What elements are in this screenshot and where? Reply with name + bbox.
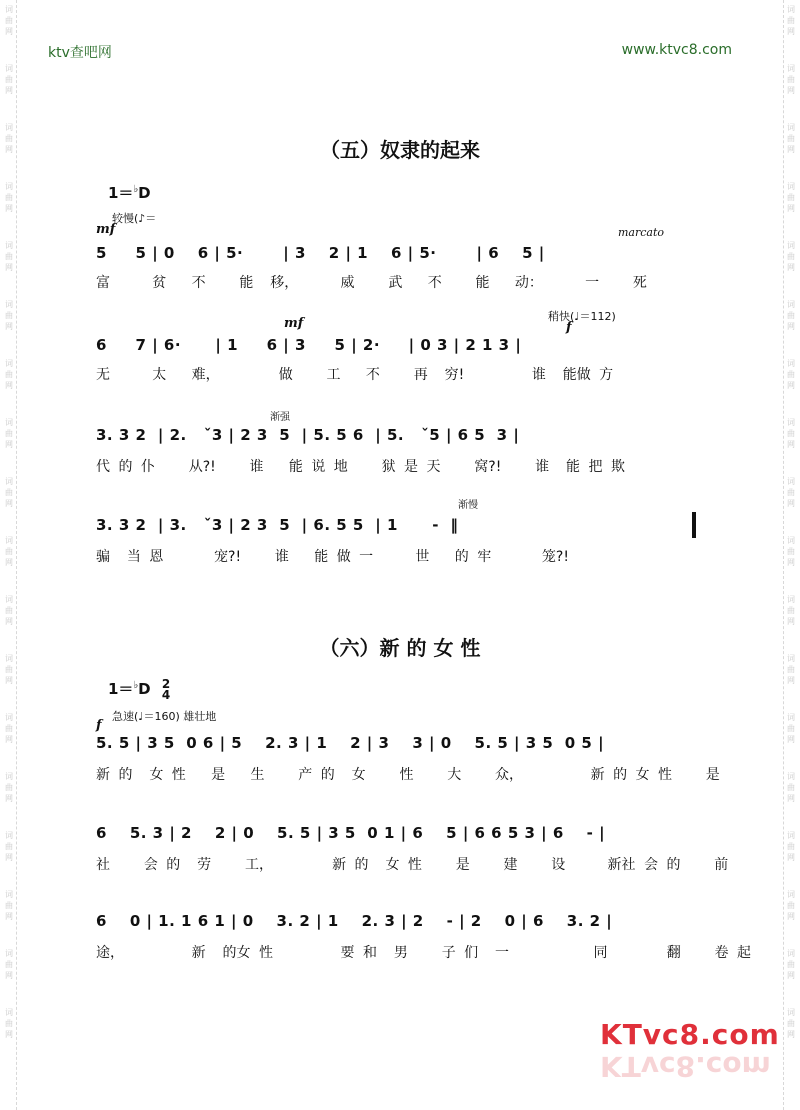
edge-watermark-char: 网 <box>5 86 13 95</box>
edge-watermark-char: 网 <box>787 853 795 862</box>
edge-watermark-char: 网 <box>5 853 13 862</box>
edge-watermark-char: 词 <box>787 300 795 309</box>
edge-watermark-group <box>787 358 795 391</box>
edge-watermark-char: 网 <box>787 440 795 449</box>
edge-watermark-char: 网 <box>5 499 13 508</box>
edge-watermark-char: 词 <box>5 949 13 958</box>
edge-watermark-char: 曲 <box>5 606 13 615</box>
edge-watermark-char: 网 <box>787 263 795 272</box>
edge-watermark-group <box>787 299 795 332</box>
edge-watermark-char: 曲 <box>787 1019 795 1028</box>
edge-watermark-char: 曲 <box>787 193 795 202</box>
edge-watermark-char: 曲 <box>5 1019 13 1028</box>
edge-watermark-char: 词 <box>787 890 795 899</box>
edge-watermark-char: 词 <box>5 477 13 486</box>
edge-watermark-char: 网 <box>787 558 795 567</box>
left-edge-watermark <box>2 0 17 1110</box>
edge-watermark-group <box>787 594 795 627</box>
edge-watermark-char: 曲 <box>787 960 795 969</box>
edge-watermark-char: 词 <box>787 1008 795 1017</box>
edge-watermark-group <box>787 712 795 745</box>
edge-watermark-group <box>5 181 13 214</box>
edge-watermark-char: 曲 <box>787 16 795 25</box>
edge-watermark-char: 网 <box>787 27 795 36</box>
song2-row1-notes: 5. 5 | 3 5 0 6 | 5 2. 3 | 1 2 | 3 3 | 0 5. 5 | 3 5 0 5 | <box>96 734 605 752</box>
edge-watermark-char: 网 <box>5 676 13 685</box>
edge-watermark-char: 曲 <box>5 252 13 261</box>
edge-watermark-group <box>5 1007 13 1040</box>
song1-row3-lyrics: 代 的 仆 从?! 谁 能 说 地 狱 是 天 窝?! 谁 能 把 欺 <box>96 459 625 475</box>
edge-watermark-char: 曲 <box>787 429 795 438</box>
edge-watermark-group <box>5 240 13 273</box>
song1-row2-lyrics: 无 太 难， 做 工 不 再 穷! 谁 能做 方 <box>96 367 614 383</box>
edge-watermark-char: 网 <box>5 617 13 626</box>
edge-watermark-char: 词 <box>5 654 13 663</box>
edge-watermark-group <box>5 4 13 37</box>
song2-key: 1＝♭D 2 4 <box>108 676 171 702</box>
edge-watermark-group <box>5 830 13 863</box>
edge-watermark-char: 网 <box>787 322 795 331</box>
edge-watermark-char: 曲 <box>5 193 13 202</box>
edge-watermark-char: 曲 <box>787 134 795 143</box>
song1-row1-notes: 5 5 | 0 6 | 5· | 3 2 | 1 6 | 5· | 6 5 | <box>96 244 545 262</box>
edge-watermark-char: 词 <box>787 949 795 958</box>
song1-marcato: marcato <box>618 226 665 239</box>
edge-watermark-char: 词 <box>787 536 795 545</box>
edge-watermark-char: 曲 <box>787 783 795 792</box>
edge-watermark-char: 曲 <box>5 16 13 25</box>
edge-watermark-char: 词 <box>787 123 795 132</box>
edge-watermark-char: 词 <box>787 654 795 663</box>
edge-watermark-char: 曲 <box>787 75 795 84</box>
song2-row1-lyrics: 新 的 女 性 是 生 产 的 女 性 大 众， 新 的 女 性 是 <box>96 767 720 783</box>
song2-row3-notes: 6 0 | 1. 1 6 1 | 0 3. 2 | 1 2. 3 | 2 - | 2 0 | 6 3. 2 | <box>96 912 613 930</box>
song2-time-signature: 2 4 <box>161 676 171 702</box>
edge-watermark-char: 网 <box>5 971 13 980</box>
edge-watermark-char: 网 <box>787 499 795 508</box>
song1-tempo: 较慢(♪＝ <box>112 212 157 225</box>
edge-watermark-char: 词 <box>5 359 13 368</box>
song1-row4-notes: 3. 3 2 | 3. ˇ3 | 2 3 5 | 6. 5 5 | 1 - ‖ <box>96 516 459 534</box>
edge-watermark-group <box>5 594 13 627</box>
edge-watermark-group <box>787 830 795 863</box>
ktvc8-logo[interactable]: KTvc8.com <box>600 1018 780 1051</box>
edge-watermark-char: 词 <box>5 890 13 899</box>
edge-watermark-char: 网 <box>787 794 795 803</box>
ktvc8-logo-reflection: KTvc8.com <box>600 1050 771 1083</box>
edge-watermark-char: 曲 <box>787 606 795 615</box>
edge-watermark-char: 网 <box>5 440 13 449</box>
edge-watermark-group <box>787 948 795 981</box>
edge-watermark-char: 网 <box>5 735 13 744</box>
edge-watermark-char: 词 <box>5 123 13 132</box>
edge-watermark-char: 网 <box>787 971 795 980</box>
edge-watermark-char: 词 <box>787 713 795 722</box>
song2-title: （六）新 的 女 性 <box>319 636 481 660</box>
edge-watermark-char: 曲 <box>787 842 795 851</box>
edge-watermark-char: 曲 <box>5 488 13 497</box>
song1-row2-mf: mf <box>284 316 304 331</box>
edge-watermark-char: 网 <box>787 617 795 626</box>
edge-watermark-char: 词 <box>787 772 795 781</box>
song2-row2-lyrics: 社 会 的 劳 工， 新 的 女 性 是 建 设 新社 会 的 前 <box>96 857 729 873</box>
song1-row2-tempo: 稍快(♩＝112) <box>548 310 616 323</box>
edge-watermark-char: 网 <box>5 27 13 36</box>
edge-watermark-char: 网 <box>5 558 13 567</box>
edge-watermark-char: 网 <box>5 204 13 213</box>
edge-watermark-group <box>5 889 13 922</box>
edge-watermark-char: 词 <box>787 595 795 604</box>
song1-row3-crescendo: 渐强 <box>270 412 290 423</box>
song1-row2-notes: 6 7 | 6· | 1 6 | 3 5 | 2· | 0 3 | 2 1 3 | <box>96 336 522 354</box>
edge-watermark-char: 曲 <box>5 901 13 910</box>
edge-watermark-group <box>5 948 13 981</box>
song2-tempo: 急速(♩＝160) 雄壮地 <box>112 710 217 723</box>
edge-watermark-char: 词 <box>5 300 13 309</box>
edge-watermark-char: 网 <box>5 263 13 272</box>
edge-watermark-char: 曲 <box>787 252 795 261</box>
edge-watermark-group <box>787 889 795 922</box>
edge-watermark-char: 网 <box>787 145 795 154</box>
edge-watermark-group <box>787 181 795 214</box>
song2-dynamic-f: f <box>96 718 102 733</box>
edge-watermark-char: 词 <box>5 241 13 250</box>
final-barline <box>692 512 696 538</box>
edge-watermark-char: 曲 <box>5 960 13 969</box>
edge-watermark-char: 网 <box>5 381 13 390</box>
song1-row4-lyrics: 骗 当 恩 宠?! 谁 能 做 一 世 的 牢 笼?! <box>96 549 569 565</box>
edge-watermark-char: 曲 <box>5 842 13 851</box>
edge-watermark-char: 词 <box>787 359 795 368</box>
edge-watermark-char: 曲 <box>5 311 13 320</box>
edge-watermark-group <box>787 63 795 96</box>
edge-watermark-char: 词 <box>5 1008 13 1017</box>
song1-key: 1＝♭D <box>108 184 151 202</box>
edge-watermark-group <box>5 535 13 568</box>
edge-watermark-char: 网 <box>787 204 795 213</box>
song1-row2-f: f <box>566 320 572 335</box>
edge-watermark-char: 词 <box>787 831 795 840</box>
edge-watermark-group <box>5 358 13 391</box>
edge-watermark-char: 词 <box>5 772 13 781</box>
right-edge-watermark <box>783 0 798 1110</box>
song2-row3-lyrics: 途， 新 的女 性 要 和 男 子 们 一 同 翻 卷 起 <box>96 945 751 961</box>
edge-watermark-char: 网 <box>5 912 13 921</box>
edge-watermark-group <box>5 712 13 745</box>
edge-watermark-char: 词 <box>5 831 13 840</box>
edge-watermark-char: 曲 <box>5 370 13 379</box>
edge-watermark-group <box>787 1007 795 1040</box>
edge-watermark-char: 词 <box>787 418 795 427</box>
edge-watermark-char: 曲 <box>5 429 13 438</box>
edge-watermark-group <box>787 417 795 450</box>
edge-watermark-group <box>787 771 795 804</box>
edge-watermark-char: 曲 <box>5 134 13 143</box>
edge-watermark-char: 词 <box>787 182 795 191</box>
edge-watermark-char: 词 <box>5 536 13 545</box>
edge-watermark-group <box>5 771 13 804</box>
edge-watermark-char: 词 <box>5 713 13 722</box>
edge-watermark-char: 曲 <box>5 724 13 733</box>
edge-watermark-char: 曲 <box>5 75 13 84</box>
site-name[interactable]: ktv查吧网 <box>48 45 112 61</box>
edge-watermark-char: 网 <box>787 676 795 685</box>
edge-watermark-group <box>5 299 13 332</box>
edge-watermark-char: 词 <box>787 64 795 73</box>
song2-row2-notes: 6 5. 3 | 2 2 | 0 5. 5 | 3 5 0 1 | 6 5 | 6 6 5 3 | 6 - | <box>96 824 606 842</box>
edge-watermark-char: 网 <box>5 794 13 803</box>
edge-watermark-char: 网 <box>787 735 795 744</box>
edge-watermark-char: 词 <box>5 5 13 14</box>
edge-watermark-char: 网 <box>787 912 795 921</box>
edge-watermark-group <box>787 4 795 37</box>
edge-watermark-char: 网 <box>787 86 795 95</box>
edge-watermark-char: 曲 <box>787 724 795 733</box>
edge-watermark-group <box>787 476 795 509</box>
edge-watermark-group <box>5 63 13 96</box>
edge-watermark-char: 词 <box>5 595 13 604</box>
edge-watermark-char: 曲 <box>5 783 13 792</box>
edge-watermark-char: 曲 <box>787 547 795 556</box>
edge-watermark-group <box>787 240 795 273</box>
edge-watermark-char: 词 <box>787 241 795 250</box>
edge-watermark-char: 曲 <box>787 488 795 497</box>
edge-watermark-char: 网 <box>787 1030 795 1039</box>
edge-watermark-char: 网 <box>5 145 13 154</box>
edge-watermark-char: 词 <box>5 64 13 73</box>
edge-watermark-char: 曲 <box>787 370 795 379</box>
edge-watermark-char: 曲 <box>5 665 13 674</box>
edge-watermark-char: 曲 <box>787 901 795 910</box>
site-url[interactable]: www.ktvc8.com <box>621 42 732 58</box>
edge-watermark-char: 词 <box>787 477 795 486</box>
edge-watermark-char: 词 <box>787 5 795 14</box>
edge-watermark-group <box>787 535 795 568</box>
song1-row4-ritardando: 渐慢 <box>458 500 478 511</box>
song1-row1-lyrics: 富 贫 不 能 移， 威 武 不 能 动： 一 死 <box>96 275 647 291</box>
song1-dynamic-mf: mf <box>96 222 116 237</box>
edge-watermark-group <box>5 476 13 509</box>
edge-watermark-char: 曲 <box>5 547 13 556</box>
edge-watermark-char: 曲 <box>787 665 795 674</box>
song1-title: （五）奴隶的起来 <box>320 138 480 162</box>
edge-watermark-char: 词 <box>5 182 13 191</box>
edge-watermark-char: 网 <box>5 1030 13 1039</box>
edge-watermark-group <box>5 417 13 450</box>
song1-row3-notes: 3. 3 2 | 2. ˇ3 | 2 3 5 | 5. 5 6 | 5. ˇ5 | 6 5 3 | <box>96 426 520 444</box>
edge-watermark-char: 曲 <box>787 311 795 320</box>
edge-watermark-char: 网 <box>5 322 13 331</box>
edge-watermark-char: 词 <box>5 418 13 427</box>
edge-watermark-char: 网 <box>787 381 795 390</box>
